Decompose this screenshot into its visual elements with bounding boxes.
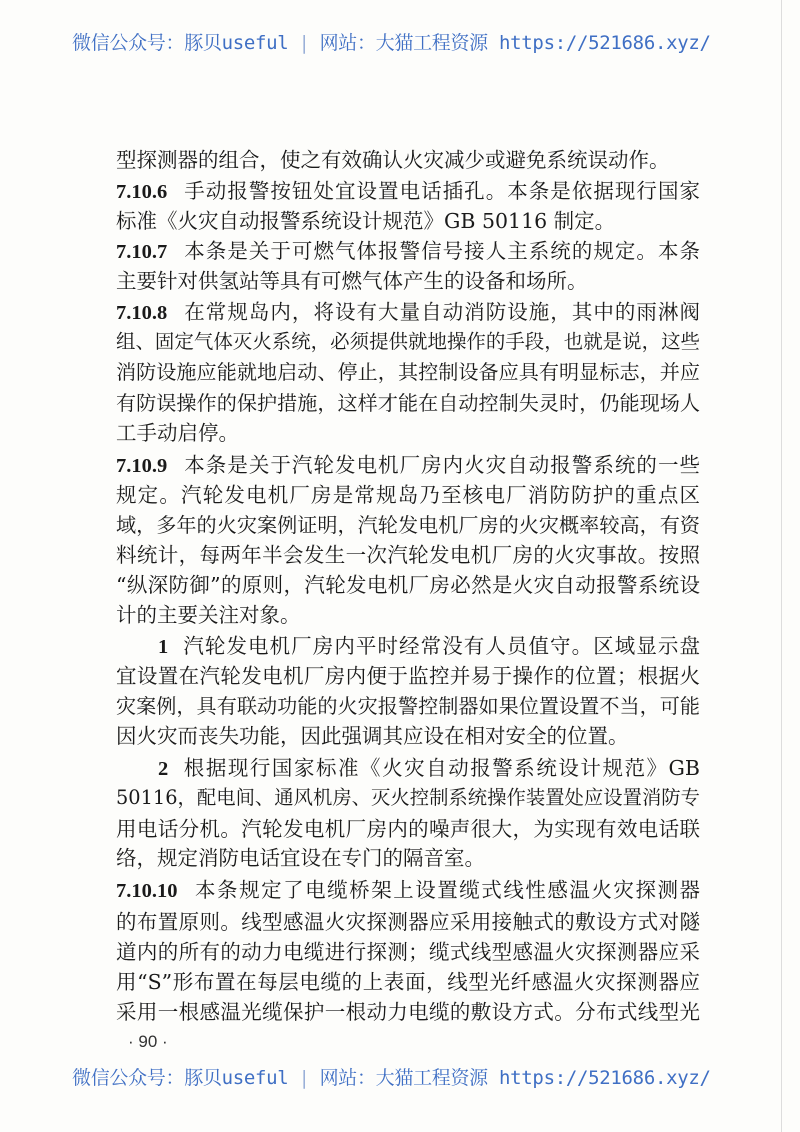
line-text: 工手动启停。 <box>116 421 239 445</box>
line-text: 型探测器的组合，使之有效确认火灾减少或避免系统误动作。 <box>116 148 670 172</box>
line-text: 本条是关于汽轮发电机厂房内火灾自动报警系统的一些 <box>183 453 700 477</box>
line-text: 因火灾而丧失功能，因此强调其应设在相对安全的位置。 <box>116 724 629 748</box>
line-text: 的布置原则。线型感温火灾探测器应采用接触式的敷设方式对隧 <box>116 910 700 934</box>
section-number: 7.10.7 <box>116 241 168 263</box>
body-line <box>116 359 700 385</box>
line-text: 采用一根感温光缆保护一根动力电缆的敷设方式。分布式线型光 <box>116 1000 700 1024</box>
watermark-left: 微信公众号：豚贝useful <box>72 32 289 54</box>
body-line <box>116 147 700 173</box>
line-text: “纵深防御”的原则，汽轮发电机厂房必然是火灾自动报警系统设 <box>116 573 700 597</box>
section-heading-line <box>116 452 700 479</box>
section-number: 7.10.10 <box>116 880 178 902</box>
body-line <box>116 693 700 719</box>
line-text: 灾案例，具有联动功能的火灾报警控制器如果位置设置不当，可能 <box>116 694 700 718</box>
line-text: 组、固定气体灭火系统，必须提供就地操作的手段，也就是说，这些 <box>116 330 700 353</box>
watermark-separator: | <box>298 1067 310 1089</box>
body-line <box>116 939 700 965</box>
page-number: · 90 · <box>128 1032 168 1051</box>
body-line <box>116 390 700 416</box>
list-item-line <box>116 755 700 782</box>
section-heading-line <box>116 877 700 904</box>
body-line <box>116 909 700 935</box>
body-line <box>116 542 700 568</box>
section-number: 7.10.6 <box>116 181 168 203</box>
list-item-line <box>116 633 700 660</box>
section-number: 7.10.9 <box>116 455 168 477</box>
line-text: 料统计，每两年半会发生一次汽轮发电机厂房的火灾事故。按照 <box>116 543 700 567</box>
item-number: 1 <box>158 636 169 658</box>
line-text: 汽轮发电机厂房内平时经常没有人员值守。区域显示盘 <box>182 634 700 658</box>
section-number: 7.10.8 <box>116 302 168 324</box>
body-line <box>116 572 700 598</box>
line-text: 用电话分机。汽轮发电机厂房内的噪声很大，为实现有效电话联 <box>116 817 700 841</box>
body-line <box>116 663 700 689</box>
watermark-top <box>72 28 732 55</box>
watermark-bottom <box>72 1063 732 1090</box>
body-line <box>116 268 700 294</box>
line-text: 本条是关于可燃气体报警信号接人主系统的规定。本条 <box>183 239 700 263</box>
item-number: 2 <box>158 758 169 780</box>
body-line <box>116 329 700 355</box>
watermark-right: 网站：大猫工程资源 https://521686.xyz/ <box>319 1067 711 1089</box>
body-line <box>116 845 700 871</box>
line-text: 有防误操作的保护措施，这样才能在自动控制失灵时，仍能现场人 <box>116 391 700 415</box>
body-line <box>116 602 700 628</box>
body-line <box>116 999 700 1025</box>
line-text: 络，规定消防电话宜设在专门的隔音室。 <box>116 846 485 870</box>
watermark-right: 网站：大猫工程资源 https://521686.xyz/ <box>319 32 711 54</box>
section-heading-line <box>116 238 700 265</box>
watermark-left: 微信公众号：豚贝useful <box>72 1067 289 1089</box>
line-text: 根据现行国家标准《火灾自动报警系统设计规范》GB <box>182 756 700 780</box>
body-line <box>116 969 700 995</box>
line-text: 用“S”形布置在每层电缆的上表面，线型光纤感温火灾探测器应 <box>116 970 700 994</box>
line-text: 主要针对供氢站等具有可燃气体产生的设备和场所。 <box>116 269 588 293</box>
section-heading-line <box>116 299 700 326</box>
line-text: 标准《火灾自动报警系统设计规范》GB 50116 制定。 <box>116 209 616 233</box>
line-text: 手动报警按钮处宜设置电话插孔。本条是依据现行国家 <box>183 179 700 203</box>
line-text: 在常规岛内，将设有大量自动消防设施，其中的雨淋阀 <box>183 300 700 324</box>
body-line <box>116 482 700 508</box>
line-text: 计的主要关注对象。 <box>116 603 301 627</box>
body-line <box>116 512 700 538</box>
body-line <box>116 420 700 446</box>
page-edge <box>781 0 782 1132</box>
line-text: 规定。汽轮发电机厂房是常规岛乃至核电厂消防防护的重点区 <box>116 483 700 507</box>
line-text: 宜设置在汽轮发电机厂房内便于监控并易于操作的位置；根据火 <box>116 664 700 688</box>
line-text: 域，多年的火灾案例证明，汽轮发电机厂房的火灾概率较高，有资 <box>116 513 700 537</box>
body-line <box>116 785 700 811</box>
section-heading-line <box>116 178 700 205</box>
line-text: 50116，配电间、通风机房、灭火控制系统操作装置处应设置消防专 <box>116 786 700 809</box>
body-line <box>116 208 700 234</box>
body-line <box>116 816 700 842</box>
watermark-separator: | <box>298 32 310 54</box>
line-text: 消防设施应能就地启动、停止，其控制设备应具有明显标志，并应 <box>116 360 700 384</box>
line-text: 本条规定了电缆桥架上设置缆式线性感温火灾探测器 <box>193 878 700 902</box>
line-text: 道内的所有的动力电缆进行探测；缆式线型感温火灾探测器应采 <box>116 940 700 964</box>
body-line <box>116 723 700 749</box>
